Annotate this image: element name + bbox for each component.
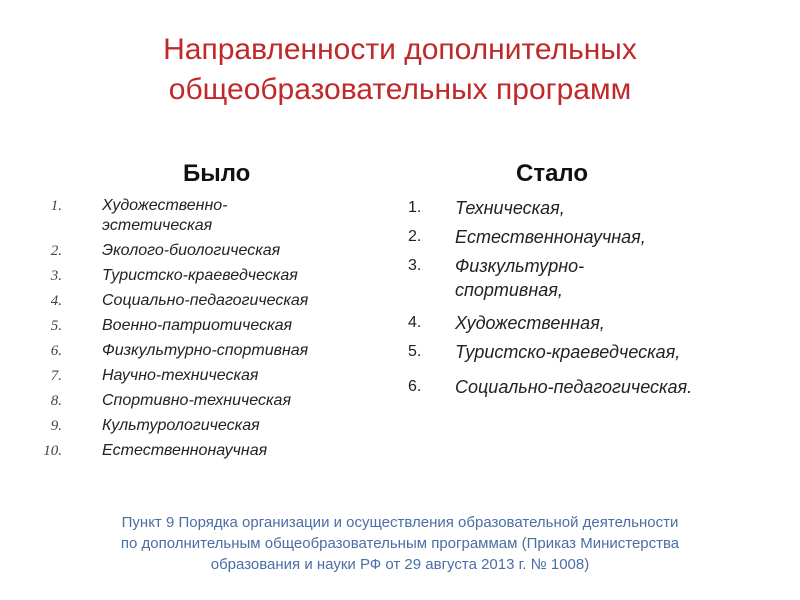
before-list-item-label: Научно-техническая — [102, 367, 259, 384]
slide-title-line-2: общеобразовательных программ — [168, 73, 632, 106]
footnote-line-2: по дополнительным общеобразовательным программам (Приказ Министерства — [120, 535, 680, 552]
after-list-item-number: 1. — [408, 199, 422, 216]
after-list-item-number: 5. — [408, 343, 422, 360]
before-list-item-number: 5. — [50, 318, 62, 334]
before-list-item-number: 6. — [50, 343, 62, 359]
before-list-item-label: Естественнонаучная — [102, 442, 268, 459]
after-list-item-number: 3. — [408, 257, 422, 274]
before-list-item-number: 4. — [50, 293, 62, 309]
after-list-item-label: Естественнонаучная, — [455, 227, 646, 247]
slide-title — [0, 30, 800, 110]
footnote-line-3: образования и науки РФ от 29 августа 2013 г. № 1008) — [210, 556, 590, 573]
column-heading-after: Стало — [516, 160, 589, 187]
column-heading-before: Было — [183, 160, 251, 187]
before-list-item-label: Спортивно-техническая — [102, 392, 291, 409]
after-list-item-label: Техническая, — [455, 198, 565, 218]
after-list-item-label: Социально-педагогическая. — [455, 377, 693, 397]
after-list-item-number: 6. — [408, 378, 422, 395]
slide-title-line-1: Направленности дополнительных — [163, 33, 637, 66]
before-list-item — [0, 441, 390, 461]
after-list-item — [0, 375, 800, 399]
after-list-item — [0, 225, 800, 249]
before-list-item-number: 2. — [50, 243, 62, 259]
before-list-item-label: Эколого-биологическая — [102, 242, 281, 259]
before-list-item-label: Физкультурно-спортивная — [102, 342, 309, 359]
after-list-item — [0, 196, 800, 220]
after-list-item-number: 2. — [408, 228, 422, 245]
before-list-item — [0, 416, 390, 436]
before-list-item-label: Военно-патриотическая — [102, 317, 293, 334]
before-list-item-number: 1. — [50, 198, 62, 214]
after-list-item-label: Физкультурно- спортивная, — [455, 256, 585, 300]
before-list-item-number: 9. — [50, 418, 62, 434]
before-list-item-number: 10. — [43, 443, 62, 459]
before-list-item-number: 7. — [50, 368, 62, 384]
after-list-item-number: 4. — [408, 314, 422, 331]
before-list-item-label: Культурологическая — [102, 417, 260, 434]
after-list-item — [0, 340, 800, 364]
footnote — [0, 512, 800, 575]
after-list-item-label: Туристско-краеведческая, — [455, 342, 681, 362]
footnote-line-1: Пункт 9 Порядка организации и осуществления образовательной деятельности — [121, 514, 679, 531]
before-list-item-number: 8. — [50, 393, 62, 409]
after-list-item — [0, 311, 800, 335]
list-after — [0, 196, 800, 399]
before-list-item-number: 3. — [50, 268, 62, 284]
before-list-item-label: Художественно- эстетическая — [102, 197, 228, 234]
after-list-item — [0, 254, 800, 302]
after-list-item-label: Художественная, — [455, 313, 605, 333]
before-list-item-label: Туристско-краеведческая — [102, 267, 298, 284]
before-list-item-label: Социально-педагогическая — [102, 292, 309, 309]
